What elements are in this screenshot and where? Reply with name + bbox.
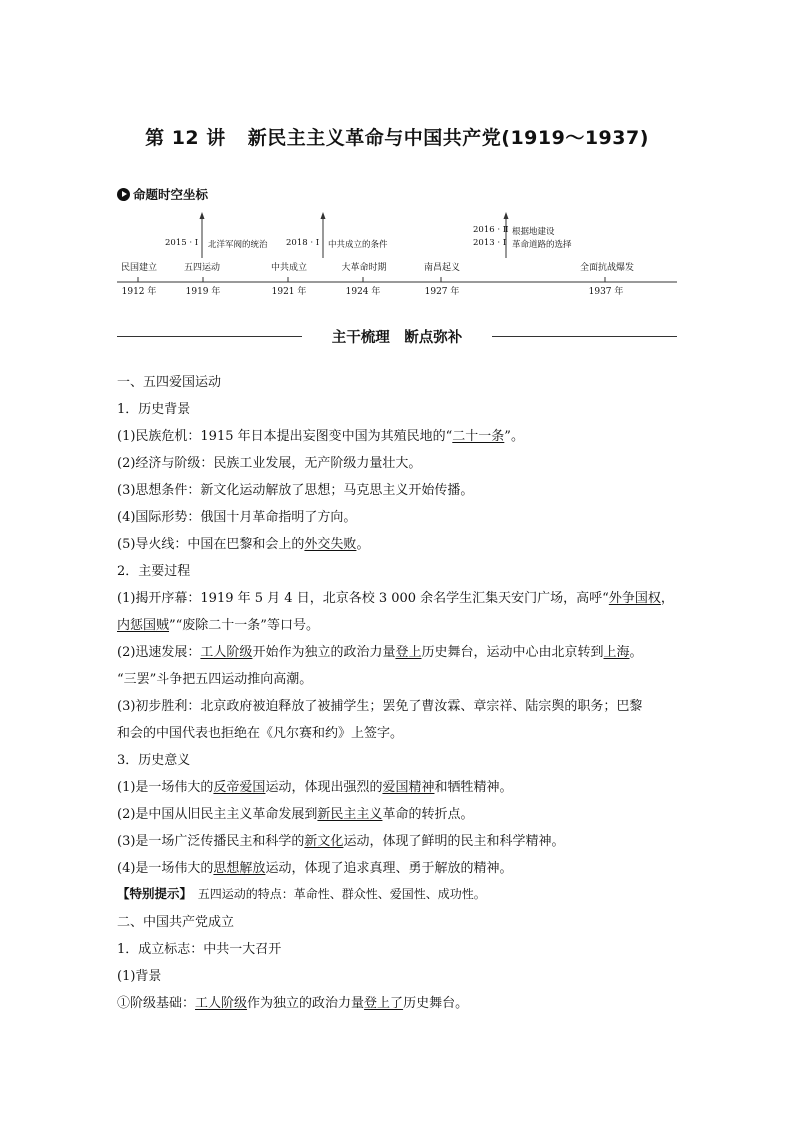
paragraph-development-cont: “三罢”斗争把五四运动推向高潮。 — [117, 672, 313, 687]
underlined-term: 登上了 — [364, 996, 404, 1011]
underlined-term: 工人阶级 — [195, 996, 248, 1011]
paragraph-background: (1)背景 — [117, 969, 162, 984]
timeline-arrow-head — [504, 212, 509, 219]
timeline-event: 中共成立 — [270, 263, 308, 273]
paragraph-international: (4)国际形势：俄国十月革命指明了方向。 — [117, 510, 357, 525]
heading-cpc-founding: 二、中国共产党成立 — [117, 915, 235, 930]
annotation-text: 革命道路的选择 — [512, 240, 572, 250]
timeline-event: 民国建立 — [120, 263, 158, 273]
underlined-term: 外交失败 — [304, 537, 357, 552]
underlined-term: 内惩国贼 — [117, 618, 170, 633]
annotation-tag: 2018 · Ⅰ — [286, 238, 320, 248]
paragraph-thought: (3)思想条件：新文化运动解放了思想；马克思主义开始传播。 — [117, 483, 474, 498]
underlined-term: 思想解放 — [213, 861, 266, 876]
subheading-process: 2．主要过程 — [117, 564, 191, 579]
paragraph-trigger: (5)导火线：中国在巴黎和会上的外交失败。 — [117, 537, 370, 552]
timeline-label-text: 命题时空坐标 — [133, 187, 209, 202]
annotation-tag: 2015 · Ⅰ — [165, 238, 199, 248]
timeline-arrow-head — [321, 212, 326, 219]
paragraph-significance-2: (2)是中国从旧民主主义革命发展到新民主主义革命的转折点。 — [117, 807, 474, 822]
tip-label: 【特别提示】 — [117, 886, 186, 901]
timeline-year: 1924 年 — [345, 287, 381, 297]
timeline-year: 1921 年 — [271, 287, 307, 297]
timeline-arrow-head — [200, 212, 205, 219]
heading-may-fourth: 一、五四爱国运动 — [117, 375, 222, 390]
underlined-term: 二十一条 — [452, 429, 505, 444]
section-header-text: 主干梳理 断点弥补 — [318, 330, 477, 346]
timeline-year: 1912 年 — [121, 287, 157, 297]
paragraph-prelude-cont: 内惩国贼”“废除二十一条”等口号。 — [117, 618, 319, 633]
annotation-tag: 2016 · Ⅱ — [473, 225, 509, 235]
timeline-event: 南昌起义 — [423, 263, 461, 273]
underlined-term: 外争国权 — [608, 591, 661, 606]
underlined-term: 上海 — [603, 645, 630, 660]
special-tip — [117, 884, 486, 902]
subheading-significance: 3．历史意义 — [117, 753, 191, 768]
timeline-event: 五四运动 — [183, 263, 221, 273]
annotation-text: 中共成立的条件 — [328, 240, 388, 250]
lecture-topic: 新民主主义革命与中国共产党(1919～1937) — [247, 127, 649, 149]
timeline-graphic — [0, 0, 794, 300]
annotation-text: 北洋军阀的统治 — [208, 240, 268, 250]
timeline-event: 全面抗战爆发 — [579, 263, 635, 273]
subheading-founding-mark: 1．成立标志：中共一大召开 — [117, 942, 282, 957]
underlined-term: 新文化 — [304, 834, 344, 849]
subheading-background: 1．历史背景 — [117, 402, 191, 417]
tip-text: 五四运动的特点：革命性、群众性、爱国性、成功性。 — [185, 887, 486, 901]
paragraph-significance-1: (1)是一场伟大的反帝爱国运动，体现出强烈的爱国精神和牺牲精神。 — [117, 780, 513, 795]
paragraph-prelude: (1)揭开序幕：1919 年 5 月 4 日，北京各校 3 000 余名学生汇集天安门广场，高呼“外争国权， — [117, 591, 674, 606]
underlined-term: 爱国精神 — [382, 780, 435, 795]
paragraph-significance-3: (3)是一场广泛传播民主和科学的新文化运动，体现了鲜明的民主和科学精神。 — [117, 834, 565, 849]
annotation-text: 根据地建设 — [512, 227, 555, 237]
paragraph-victory: (3)初步胜利：北京政府被迫释放了被捕学生；罢免了曹汝霖、章宗祥、陆宗舆的职务；巴黎 — [117, 699, 643, 714]
timeline-year: 1919 年 — [185, 287, 221, 297]
paragraph-victory-cont: 和会的中国代表也拒绝在《凡尔赛和约》上签字。 — [117, 726, 404, 741]
paragraph-economy: (2)经济与阶级：民族工业发展，无产阶级力量壮大。 — [117, 456, 422, 471]
underlined-term: 工人阶级 — [200, 645, 253, 660]
section-header — [117, 326, 677, 348]
timeline-year: 1927 年 — [424, 287, 460, 297]
paragraph-significance-4: (4)是一场伟大的思想解放运动，体现了追求真理、勇于解放的精神。 — [117, 861, 513, 876]
paragraph-development: (2)迅速发展：工人阶级开始作为独立的政治力量登上历史舞台，运动中心由北京转到上海。 — [117, 645, 643, 660]
underlined-term: 新民主主义 — [317, 807, 383, 822]
paragraph-class-basis: ①阶级基础：工人阶级作为独立的政治力量登上了历史舞台。 — [117, 996, 469, 1011]
underlined-term: 登上 — [395, 645, 422, 660]
underlined-term: 反帝爱国 — [213, 780, 266, 795]
timeline-event: 大革命时期 — [341, 263, 387, 273]
lecture-number: 第 12 讲 — [145, 127, 226, 149]
annotation-tag: 2013 · Ⅰ — [473, 238, 507, 248]
paragraph-national-crisis: (1)民族危机：1915 年日本提出妄图变中国为其殖民地的“二十一条”。 — [117, 429, 524, 444]
timeline-year: 1937 年 — [588, 287, 624, 297]
